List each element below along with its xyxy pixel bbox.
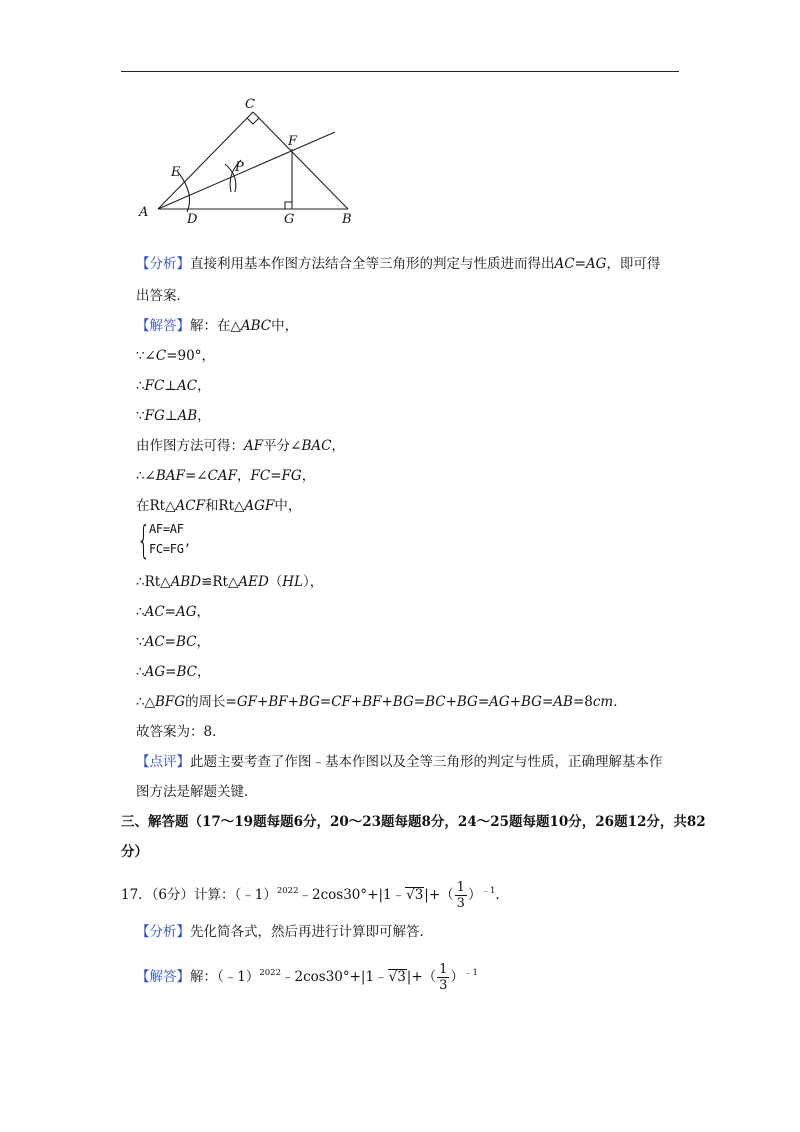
comment-text-b: 图方法是解题关键． xyxy=(136,784,258,800)
right-angle-c xyxy=(247,118,259,124)
step-text: ， xyxy=(196,664,211,680)
sqrt-radicand: 3 xyxy=(397,969,406,985)
side-cb xyxy=(253,112,348,209)
step-text: ， xyxy=(331,438,345,454)
step-text: ∵∠ xyxy=(136,348,156,364)
fraction-numerator: 1 xyxy=(456,880,465,895)
expr-text: ﹣2cos30°+|1﹣ xyxy=(280,969,388,985)
step-text: ∴Rt△ xyxy=(136,574,171,590)
answer-text: 故答案为：8． xyxy=(136,724,226,740)
step-text: ≌Rt△ xyxy=(201,574,239,590)
system-row-2-end: ’ xyxy=(183,542,191,556)
step-var: ABD xyxy=(170,574,202,590)
analysis-text: 直接利用基本作图方法结合全等三角形的判定与性质进而得出 xyxy=(190,256,555,272)
solution1-step3 xyxy=(136,406,211,426)
solution-tag: 【解答】 xyxy=(136,969,190,985)
label-c: C xyxy=(245,97,255,112)
solution-text: 解：在△ xyxy=(190,318,241,334)
fraction-numerator: 1 xyxy=(439,962,448,977)
analysis-text-c: 出答案． xyxy=(136,288,190,304)
step-var: FG⊥AB xyxy=(144,408,198,424)
analysis1-line2 xyxy=(136,286,190,306)
exponent: 2022 xyxy=(276,886,299,896)
step-var: BAF xyxy=(155,468,185,484)
section3-heading xyxy=(121,812,706,832)
step-text: 的周长= xyxy=(185,694,237,710)
step-text: ∵ xyxy=(136,408,145,424)
sqrt-symbol: √3 xyxy=(406,887,424,903)
step-text: ∴ xyxy=(136,378,145,394)
step-text: 平分∠ xyxy=(263,438,302,454)
step-text: ， xyxy=(196,604,211,620)
step-var: HL xyxy=(282,574,304,590)
solution1-step2 xyxy=(136,376,211,396)
label-f: F xyxy=(288,134,298,149)
comment-text: 此题主要考查了作图﹣基本作图以及全等三角形的判定与性质，正确理解基本作 xyxy=(190,754,663,770)
step-var: AC=AG xyxy=(144,604,197,620)
step-var: AGF xyxy=(244,498,275,514)
step-var: AED xyxy=(238,574,269,590)
system-row-2 xyxy=(149,542,191,556)
step-text: ， xyxy=(197,378,211,394)
fraction-denominator: 3 xyxy=(439,978,448,993)
solution1-step5 xyxy=(136,466,315,486)
analysis-text: 先化简各式，然后再进行计算即可解答． xyxy=(190,924,433,940)
analysis1-line1 xyxy=(136,254,660,274)
expr-text: ） xyxy=(450,969,464,985)
analysis-tag: 【分析】 xyxy=(136,256,190,272)
question-17 xyxy=(121,880,509,911)
analysis2-line xyxy=(136,922,433,942)
step-unit: cm xyxy=(592,694,614,710)
step-text: 由作图方法可得： xyxy=(136,438,244,454)
solution1-step9 xyxy=(136,632,210,652)
step-text: ， xyxy=(237,468,251,484)
solution1-intro xyxy=(136,316,298,336)
exponent: ﹣1 xyxy=(463,968,478,978)
label-p: P xyxy=(235,160,244,175)
triangle-figure xyxy=(135,92,360,227)
step-text: 和Rt△ xyxy=(204,498,245,514)
fraction-denominator: 3 xyxy=(456,896,465,911)
expr-text: |+（ xyxy=(424,887,454,903)
step-text: ， xyxy=(197,408,211,424)
step-text: 在Rt△ xyxy=(136,498,176,514)
step-text: ． xyxy=(613,694,627,710)
step-text: ， xyxy=(196,634,210,650)
solution1-step8 xyxy=(136,602,210,622)
step-text: =90°， xyxy=(166,348,215,364)
comment1-line1 xyxy=(136,752,663,772)
step-var: CAF xyxy=(207,468,238,484)
analysis-expr: AC=AG xyxy=(554,256,607,272)
header-rule xyxy=(121,71,679,72)
step-text: =8 xyxy=(572,694,593,710)
label-a: A xyxy=(139,205,149,220)
right-angle-g xyxy=(285,202,292,209)
step-text: ， xyxy=(301,468,316,484)
analysis-text-b: ，即可得 xyxy=(606,256,661,272)
expr-text: ． xyxy=(495,887,509,903)
solution2-line xyxy=(136,962,478,993)
solution1-answer xyxy=(136,722,226,742)
sqrt-radicand: 3 xyxy=(414,887,424,903)
comment1-line2 xyxy=(136,782,258,802)
section3-heading-cont xyxy=(121,842,148,862)
expr-text: |+（ xyxy=(406,969,437,985)
system-row-2-text: FC=FG xyxy=(149,542,184,556)
step-text: 中， xyxy=(274,498,302,514)
fraction xyxy=(437,962,449,993)
step-text: =∠ xyxy=(184,468,208,484)
expr-text: ） xyxy=(467,887,482,903)
step-var: AG=BC xyxy=(144,664,197,680)
step-text: （ xyxy=(268,574,283,590)
solution1-step4 xyxy=(136,436,345,456)
step-var: BAC xyxy=(301,438,332,454)
fraction xyxy=(455,880,467,911)
solution1-step11 xyxy=(136,692,627,712)
solution-var: ABC xyxy=(240,318,272,334)
solution1-step1 xyxy=(136,346,215,366)
sqrt-symbol: √3 xyxy=(388,969,406,985)
label-d: D xyxy=(187,212,198,227)
exponent: ﹣1 xyxy=(481,886,496,896)
step-text: ∴ xyxy=(136,604,145,620)
label-b: B xyxy=(342,212,352,227)
step-text: ∵ xyxy=(136,634,145,650)
ray-ap xyxy=(158,132,335,209)
step-var: FC⊥AC xyxy=(144,378,198,394)
exponent: 2022 xyxy=(259,968,281,978)
analysis-tag: 【分析】 xyxy=(136,924,190,940)
step-text: ∴△ xyxy=(136,694,155,710)
left-brace-icon: { xyxy=(137,518,151,562)
solution-tag: 【解答】 xyxy=(136,318,190,334)
solution-text: 中， xyxy=(271,318,299,334)
step-var: AF xyxy=(244,438,264,454)
comment-tag: 【点评】 xyxy=(136,754,190,770)
solution1-step7 xyxy=(136,572,323,592)
label-e: E xyxy=(171,165,181,180)
system-row-1: AF=AF xyxy=(149,522,184,536)
section-heading-text-b: 分） xyxy=(121,844,148,860)
step-var: FC=FG xyxy=(250,468,302,484)
step-text: ∴ xyxy=(136,664,145,680)
step-text: ∴∠ xyxy=(136,468,156,484)
expr-text: ﹣2cos30°+|1﹣ xyxy=(298,887,406,903)
solution-text: 解：（﹣1） xyxy=(190,969,260,985)
step-var: AC=BC xyxy=(144,634,197,650)
label-g: G xyxy=(284,212,295,227)
solution1-step10 xyxy=(136,662,210,682)
question-label: 17．（6分）计算：（﹣1） xyxy=(121,887,277,903)
step-var: ACF xyxy=(175,498,205,514)
step-expr: GF+BF+BG=CF+BF+BG=BC+BG=AG+BG=AB xyxy=(236,694,573,710)
section-heading-text: 三、解答题（17～19题每题6分，20～23题每题8分，24～25题每题10分，26题12分，共82 xyxy=(121,814,706,830)
solution1-step6 xyxy=(136,496,301,516)
step-var: BFG xyxy=(154,694,186,710)
equation-system xyxy=(137,520,207,564)
step-var: C xyxy=(155,348,167,364)
step-text: ）， xyxy=(303,574,324,590)
